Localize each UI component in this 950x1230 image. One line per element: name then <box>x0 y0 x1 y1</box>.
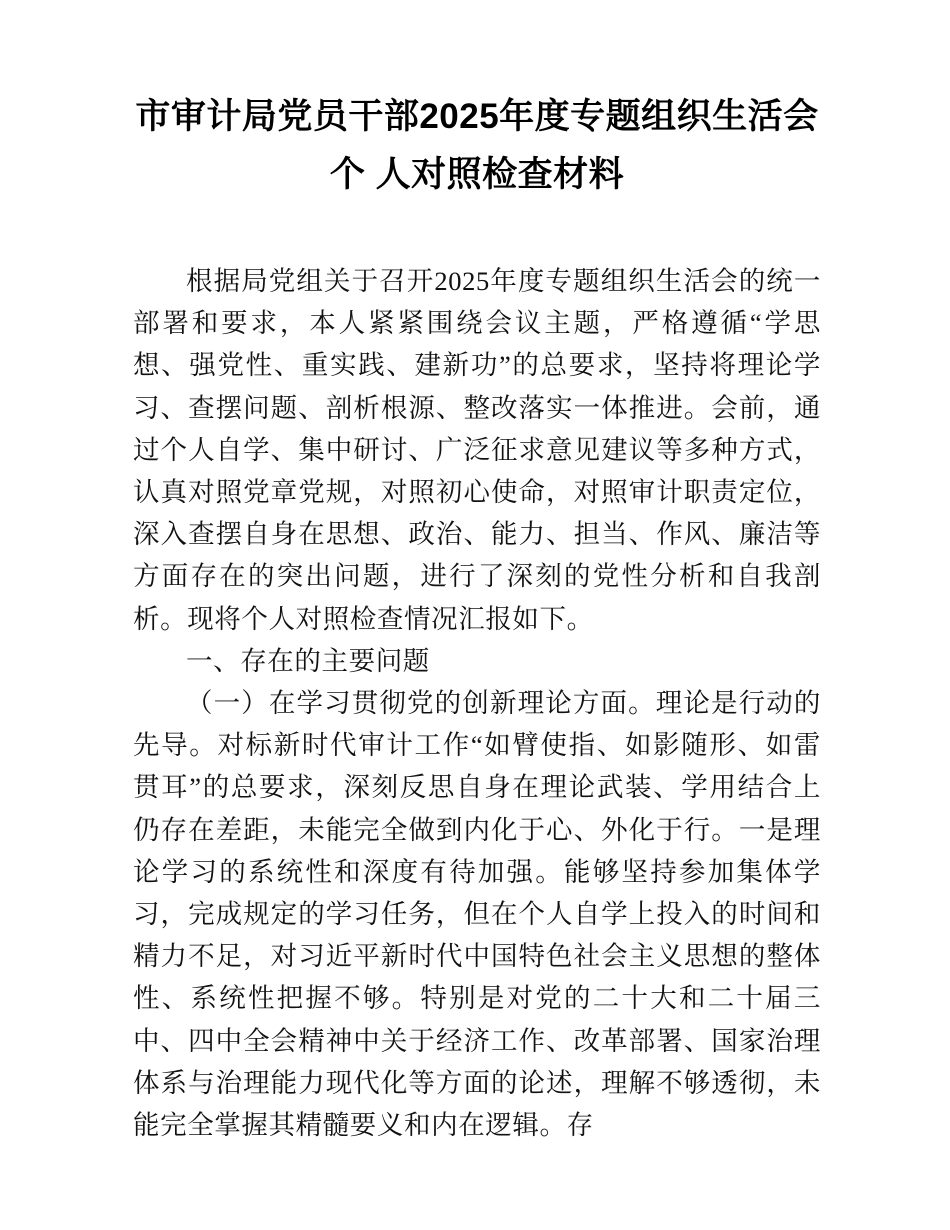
intro-paragraph: 根据局党组关于召开2025年度专题组织生活会的统一部署和要求，本人紧紧围绕会议主题，严格遵循“学思想、强党性、重实践、建新功”的总要求，坚持将理论学习、查摆问题、剖析根源、整改落实一体推进。会前，通过个人自学、集中研讨、广泛征求意见建议等多种方式，认真对照党章党规，对照初心使命，对照审计职责定位，深入查摆自身在思想、政治、能力、担当、作风、廉洁等方面存在的突出问题，进行了深刻的党性分析和自我剖析。现将个人对照检查情况汇报如下。 <box>133 266 821 634</box>
subsection-paragraph-1: （一）在学习贯彻党的创新理论方面。理论是行动的先导。对标新时代审计工作“如臂使指、如影随形、如雷贯耳”的总要求，深刻反思自身在理论武装、学用结合上仍存在差距，未能完全做到内化于心、外化于行。一是理论学习的系统性和深度有待加强。能够坚持参加集体学习，完成规定的学习任务，但在个人自学上投入的时间和精力不足，对习近平新时代中国特色社会主义思想的整体性、系统性把握不够。特别是对党的二十大和二十届三中、四中全会精神中关于经济工作、改革部署、国家治理体系与治理能力现代化等方面的论述，理解不够透彻，未能完全掌握其精髓要义和内在逻辑。存 <box>133 688 821 1141</box>
title-body-spacer <box>133 204 821 260</box>
page-title-line-2: 人对照检查材料 <box>375 155 625 194</box>
section-heading-1: 一、存在的主要问题 <box>186 645 430 676</box>
page-title-line-1: 市审计局党员干部2025年度专题组织生活会个 <box>135 97 819 194</box>
page-title <box>133 0 821 204</box>
document-body <box>133 0 821 1146</box>
